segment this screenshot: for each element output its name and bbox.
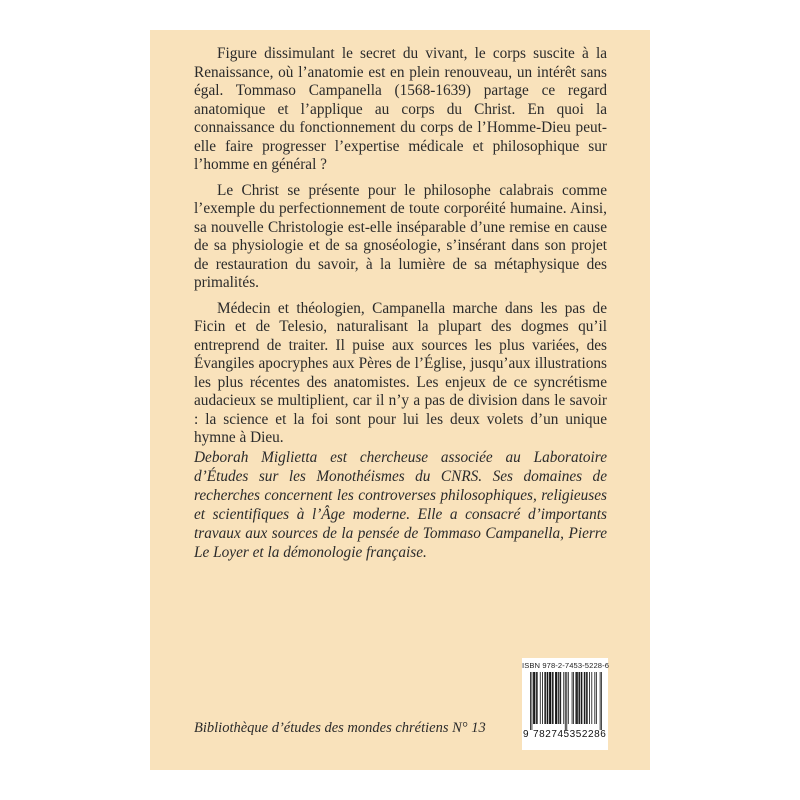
- book-description: [194, 45, 607, 448]
- barcode-bar: [540, 672, 541, 724]
- barcode-bar: [579, 672, 580, 724]
- barcode-bars: [530, 672, 602, 730]
- barcode-bar: [596, 672, 597, 724]
- book-back-cover: [150, 30, 650, 770]
- barcode-bar: [557, 672, 558, 724]
- author-bio-text: Deborah Miglietta est chercheuse associée au Laboratoire d’Études sur les Monothéismes du CNRS. Ses domaines de recherches concernent les controverses philosophiques, religieuses et scientifiques à l’Âge moderne. Elle a consacré d’importants travaux aux sources de la pensée de Tommaso Campanella, Pierre Le Loyer et la démonologie française.: [194, 449, 607, 561]
- barcode-bar: [549, 672, 550, 724]
- barcode-bar: [552, 672, 553, 724]
- barcode-bar: [533, 672, 534, 724]
- barcode-bar: [532, 672, 533, 730]
- barcode-bar: [565, 672, 566, 730]
- barcode-bar: [587, 672, 588, 724]
- barcode-bar: [544, 672, 545, 724]
- barcode-bar: [582, 672, 583, 724]
- barcode-bar: [558, 672, 559, 724]
- barcode: [522, 658, 608, 750]
- barcode-bar: [534, 672, 535, 724]
- barcode-bar: [563, 672, 564, 724]
- barcode-first-digit: 9: [523, 729, 529, 740]
- barcode-bar: [572, 672, 573, 724]
- barcode-bar: [576, 672, 577, 724]
- barcode-bar: [537, 672, 538, 724]
- barcode-bar: [581, 672, 582, 724]
- barcode-bar: [575, 672, 576, 724]
- barcode-bar: [530, 672, 531, 730]
- barcode-bar: [535, 672, 536, 724]
- barcode-bar: [584, 672, 585, 724]
- barcode-bar: [542, 672, 543, 724]
- barcode-bar: [601, 672, 602, 730]
- barcode-bar: [589, 672, 590, 724]
- description-paragraph-1: Figure dissimulant le secret du vivant, le corps suscite à la Renaissance, où l’anatomie est en plein renouveau, un intérêt sans égal. Tommaso Campanella (1568-1639) partage ce regard anatomique et l’applique au corps du Christ. En quoi la connaissance du fonctionnement du corps de l’Homme-Dieu peut-elle faire progresser l’expertise médicale et philosophique sur l’homme en général ?: [194, 45, 607, 173]
- series-title: Bibliothèque d’études des mondes chrétiens N° 13: [194, 720, 486, 736]
- description-paragraph-3: Médecin et théologien, Campanella marche dans les pas de Ficin et de Telesio, naturalisant la plupart des dogmes qu’il entreprend de traiter. Il puise aux sources les plus variées, des Évangiles apocryphes aux Pères de l’Église, jusqu’aux illustrations les plus récentes des anatomistes. Les enjeux de ce syncrétisme audacieux se multiplient, car il n’y a pas de division dans le savoir : la science et la foi sont pour lui les deux volets d’un unique hymne à Dieu.: [194, 299, 607, 446]
- barcode-remaining-digits: 782745352286: [533, 729, 607, 740]
- barcode-bar: [555, 672, 556, 724]
- barcode-bar: [591, 672, 592, 724]
- barcode-bar: [577, 672, 578, 724]
- barcode-bar: [560, 672, 561, 724]
- description-paragraph-2: Le Christ se présente pour le philosophe calabrais comme l’exemple du perfectionnement de toute corporéité humaine. Ainsi, sa nouvelle Christologie est-elle inséparable d’une remise en cause de sa physiologie et de sa gnoséologie, s’insérant dans son projet de restauration du savoir, à la lumière de sa métaphysique des primalités.: [194, 181, 607, 291]
- barcode-bar: [556, 672, 557, 724]
- barcode-bar: [550, 672, 551, 724]
- barcode-bar: [585, 672, 586, 724]
- barcode-bar: [594, 672, 595, 724]
- barcode-bar: [568, 672, 569, 724]
- barcode-bar: [586, 672, 587, 724]
- isbn-label: ISBN 978-2-7453-5228-6: [522, 661, 610, 670]
- barcode-bar: [536, 672, 537, 724]
- barcode-bar: [550, 672, 551, 724]
- barcode-bar: [547, 672, 548, 724]
- barcode-bar: [566, 672, 567, 730]
- barcode-bar: [545, 672, 546, 724]
- barcode-bar: [579, 672, 580, 724]
- author-bio: [194, 448, 607, 562]
- barcode-bar: [553, 672, 554, 724]
- barcode-bar: [573, 672, 574, 724]
- barcode-bar: [600, 672, 601, 730]
- barcode-bar: [560, 672, 561, 724]
- barcode-bar: [547, 672, 548, 724]
